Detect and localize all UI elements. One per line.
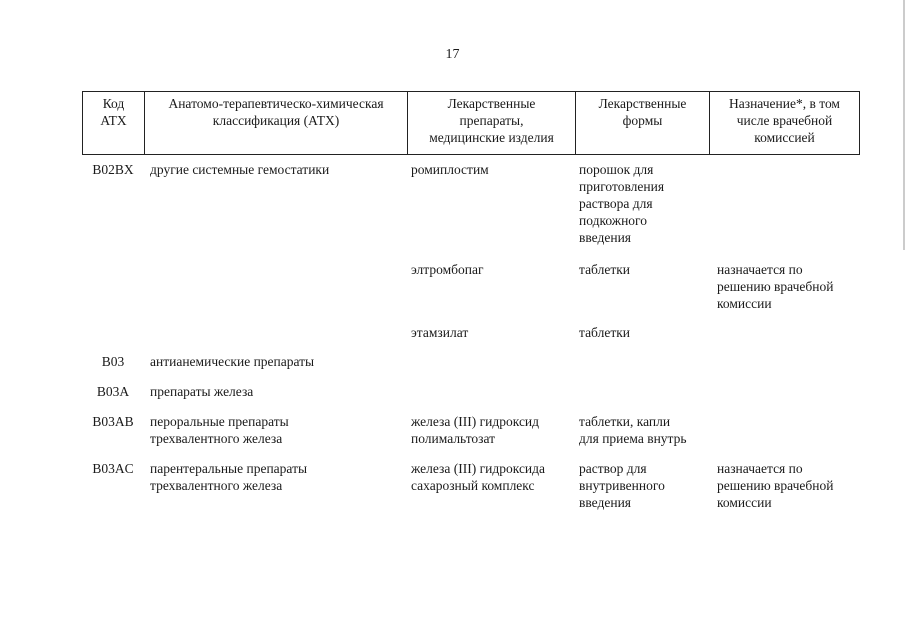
- row-atx: антианемические препараты: [150, 354, 315, 369]
- row-atx: другие системные гемостатики: [150, 162, 330, 177]
- page-number: 17: [445, 47, 460, 62]
- row-code: B02BX: [92, 162, 134, 177]
- row-drug: железа (III) гидроксида сахарозный комплекс: [411, 461, 546, 493]
- row-code: B03: [101, 354, 125, 369]
- header-drugs: Лекарственные препараты, медицинские изделия: [429, 96, 554, 145]
- row-form: таблетки, капли для приема внутрь: [579, 414, 687, 446]
- row-form: порошок для приготовления раствора для подкожного введения: [579, 162, 665, 245]
- header-purpose: Назначение*, в том числе врачебной комиссией: [729, 96, 840, 145]
- row-drug: железа (III) гидроксид полимальтозат: [411, 414, 540, 446]
- row-form: таблетки: [579, 325, 631, 340]
- header-classification: Анатомо-терапевтическо-химическая классификация (АТХ): [168, 96, 384, 128]
- header-code: Код ATX: [100, 96, 127, 128]
- row-drug: этамзилат: [411, 325, 469, 340]
- row-note: назначается по решению врачебной комиссии: [717, 461, 834, 510]
- row-code: B03AB: [92, 414, 134, 429]
- row-code: B03AC: [92, 461, 134, 476]
- row-drug: ромиплостим: [411, 162, 489, 177]
- row-form: таблетки: [579, 262, 631, 277]
- row-drug: элтромбопаг: [411, 262, 484, 277]
- row-atx: препараты железа: [150, 384, 254, 399]
- row-atx: пероральные препараты трехвалентного железа: [150, 414, 289, 446]
- table-header: [82, 91, 860, 155]
- row-form: раствор для внутривенного введения: [579, 461, 665, 510]
- header-forms: Лекарственные формы: [598, 96, 687, 128]
- row-code: B03A: [96, 384, 130, 399]
- row-note: назначается по решению врачебной комиссии: [717, 262, 834, 311]
- row-atx: парентеральные препараты трехвалентного железа: [150, 461, 308, 493]
